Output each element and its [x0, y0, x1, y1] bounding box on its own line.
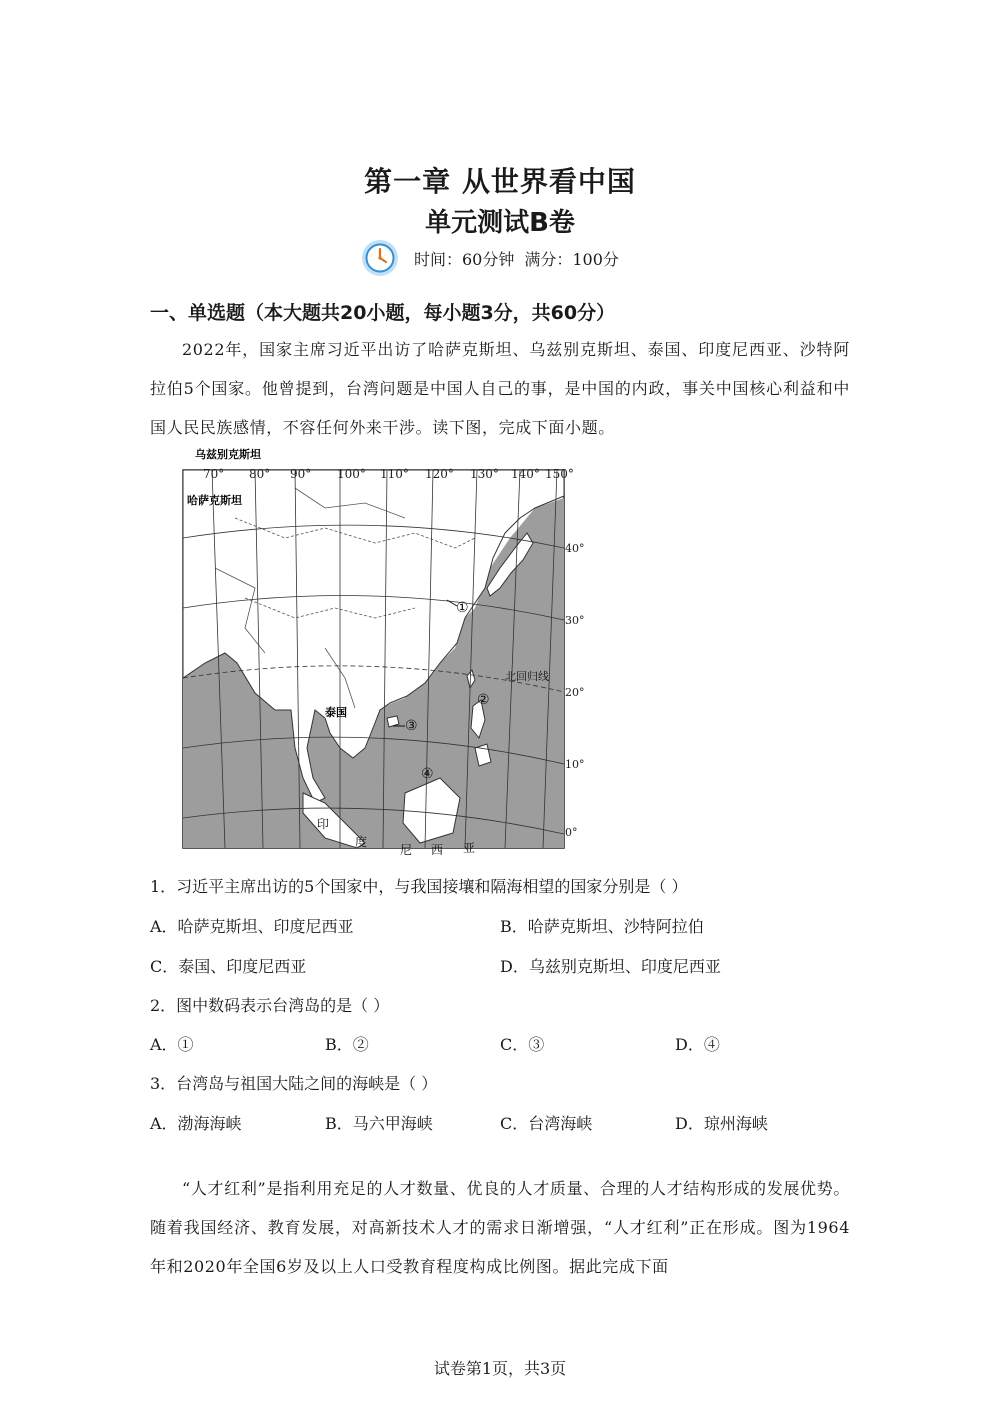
label-tropic: 北回归线	[505, 670, 549, 683]
q2-option-c[interactable]: C．③	[500, 1035, 545, 1054]
lat-label: 40°	[565, 542, 585, 555]
lon-label: 120°	[425, 467, 454, 481]
q2-option-a[interactable]: A．①	[150, 1035, 194, 1054]
lon-label: 70°	[203, 467, 225, 481]
label-kazakhstan: 哈萨克斯坦	[187, 494, 242, 507]
label-indonesia: 印	[317, 817, 330, 831]
exam-meta	[360, 236, 619, 280]
lon-label: 150°	[545, 467, 574, 481]
map-figure	[175, 448, 585, 858]
lon-label: 100°	[337, 467, 366, 481]
q1-option-a[interactable]: A．哈萨克斯坦、印度尼西亚	[150, 917, 354, 936]
label-indonesia: 尼	[400, 843, 413, 857]
q2-option-b[interactable]: B．②	[325, 1035, 369, 1054]
passage-1: 2022年，国家主席习近平出访了哈萨克斯坦、乌兹别克斯坦、泰国、印度尼西亚、沙特阿拉伯5个国家。他曾提到，台湾问题是中国人自己的事，是中国的内政，事关中国核心利益和中国人民民族感情，不容任何外来干涉。读下图，完成下面小题。	[150, 340, 850, 437]
lat-label: 30°	[565, 614, 585, 627]
lat-label: 20°	[565, 686, 585, 699]
label-thailand: 泰国	[325, 706, 347, 719]
lon-label: 80°	[249, 467, 271, 481]
q1-option-d[interactable]: D．乌兹别克斯坦、印度尼西亚	[500, 957, 721, 976]
label-indonesia: 度	[355, 835, 368, 849]
chapter-title: 第一章 从世界看中国	[364, 165, 636, 198]
label-uzbekistan: 乌兹别克斯坦	[195, 448, 261, 461]
marker-4: ④	[421, 766, 434, 782]
passage-2: “人才红利”是指利用充足的人才数量、优良的人才质量、合理的人才结构形成的发展优势。随着我国经济、教育发展，对高新技术人才的需求日渐增强，“人才红利”正在形成。图为1964年和2020年全国6岁及以上人口受教育程度构成比例图。据此完成下面	[150, 1179, 850, 1276]
lon-label: 130°	[470, 467, 499, 481]
test-subtitle: 单元测试B卷	[425, 208, 575, 238]
clock-icon	[360, 238, 400, 278]
marker-2: ②	[477, 692, 490, 708]
exam-time: 时间：60分钟	[414, 249, 515, 269]
lat-label: 10°	[565, 758, 585, 771]
q1-option-b[interactable]: B．哈萨克斯坦、沙特阿拉伯	[500, 917, 704, 936]
q3-option-d[interactable]: D．琼州海峡	[675, 1114, 768, 1133]
label-indonesia: 亚	[463, 841, 476, 855]
marker-1: ①	[456, 600, 469, 616]
label-indonesia: 西	[431, 843, 444, 857]
section-heading: 一、单选题（本大题共20小题，每小题3分，共60分）	[150, 302, 616, 324]
lon-label: 140°	[511, 467, 540, 481]
marker-3: ③	[405, 718, 418, 734]
q3-option-b[interactable]: B．马六甲海峡	[325, 1114, 433, 1133]
q2-option-d[interactable]: D．④	[675, 1035, 720, 1054]
question-1: 1．习近平主席出访的5个国家中，与我国接壤和隔海相望的国家分别是（ ）	[150, 877, 688, 896]
q3-option-c[interactable]: C．台湾海峡	[500, 1114, 593, 1133]
q1-option-c[interactable]: C．泰国、印度尼西亚	[150, 957, 307, 976]
lat-label: 0°	[565, 826, 578, 839]
q3-option-a[interactable]: A．渤海海峡	[150, 1114, 242, 1133]
lon-label: 110°	[380, 467, 409, 481]
question-3: 3．台湾岛与祖国大陆之间的海峡是（ ）	[150, 1074, 438, 1093]
lon-label: 90°	[290, 467, 312, 481]
exam-score: 满分：100分	[524, 249, 619, 269]
question-2: 2．图中数码表示台湾岛的是（ ）	[150, 996, 390, 1015]
page-footer: 试卷第1页，共3页	[433, 1359, 567, 1378]
